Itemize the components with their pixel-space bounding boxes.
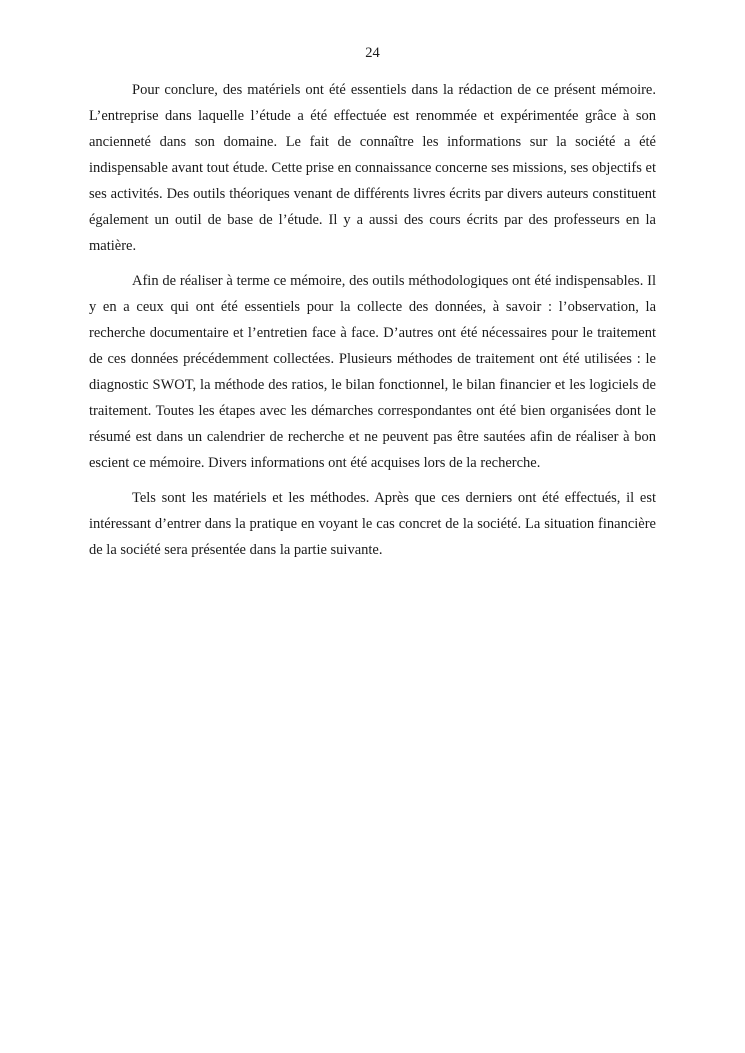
body-text xyxy=(89,77,656,572)
page-number: 24 xyxy=(365,45,380,61)
paragraph-transition: Tels sont les matériels et les méthodes. Après que ces derniers ont été effectués, il est intéressant d’entrer dans la pratique en voyant le cas concret de la société. La situation financière de la société sera présentée dans la partie suivante. xyxy=(89,490,656,558)
paragraph-conclusion: Pour conclure, des matériels ont été essentiels dans la rédaction de ce présent mémoire. L’entreprise dans laquelle l’étude a été effectuée est renommée et expérimentée grâce à son ancienneté dans son domaine. Le fait de connaître les informations sur la société a été indispensable avant tout étude. Cette prise en connaissance concerne ses missions, ses objectifs et ses activités. Des outils théoriques venant de différents livres écrits par divers auteurs constituent également un outil de base de l’étude. Il y a aussi des cours écrits par des professeurs en la matière. xyxy=(89,82,656,254)
paragraph-methodology: Afin de réaliser à terme ce mémoire, des outils méthodologiques ont été indispensables. Il y en a ceux qui ont été essentiels pour la collecte des données, à savoir : l’observation, la recherche documentaire et l’entretien face à face. D’autres ont été nécessaires pour le traitement de ces données précédemment collectées. Plusieurs méthodes de traitement ont été utilisées : le diagnostic SWOT, la méthode des ratios, le bilan fonctionnel, le bilan financier et les logiciels de traitement. Toutes les étapes avec les démarches correspondantes ont été bien organisées dont le résumé est dans un calendrier de recherche et ne peuvent pas être sautées afin de réaliser à bon escient ce mémoire. Divers informations ont été acquises lors de la recherche. xyxy=(89,273,656,471)
